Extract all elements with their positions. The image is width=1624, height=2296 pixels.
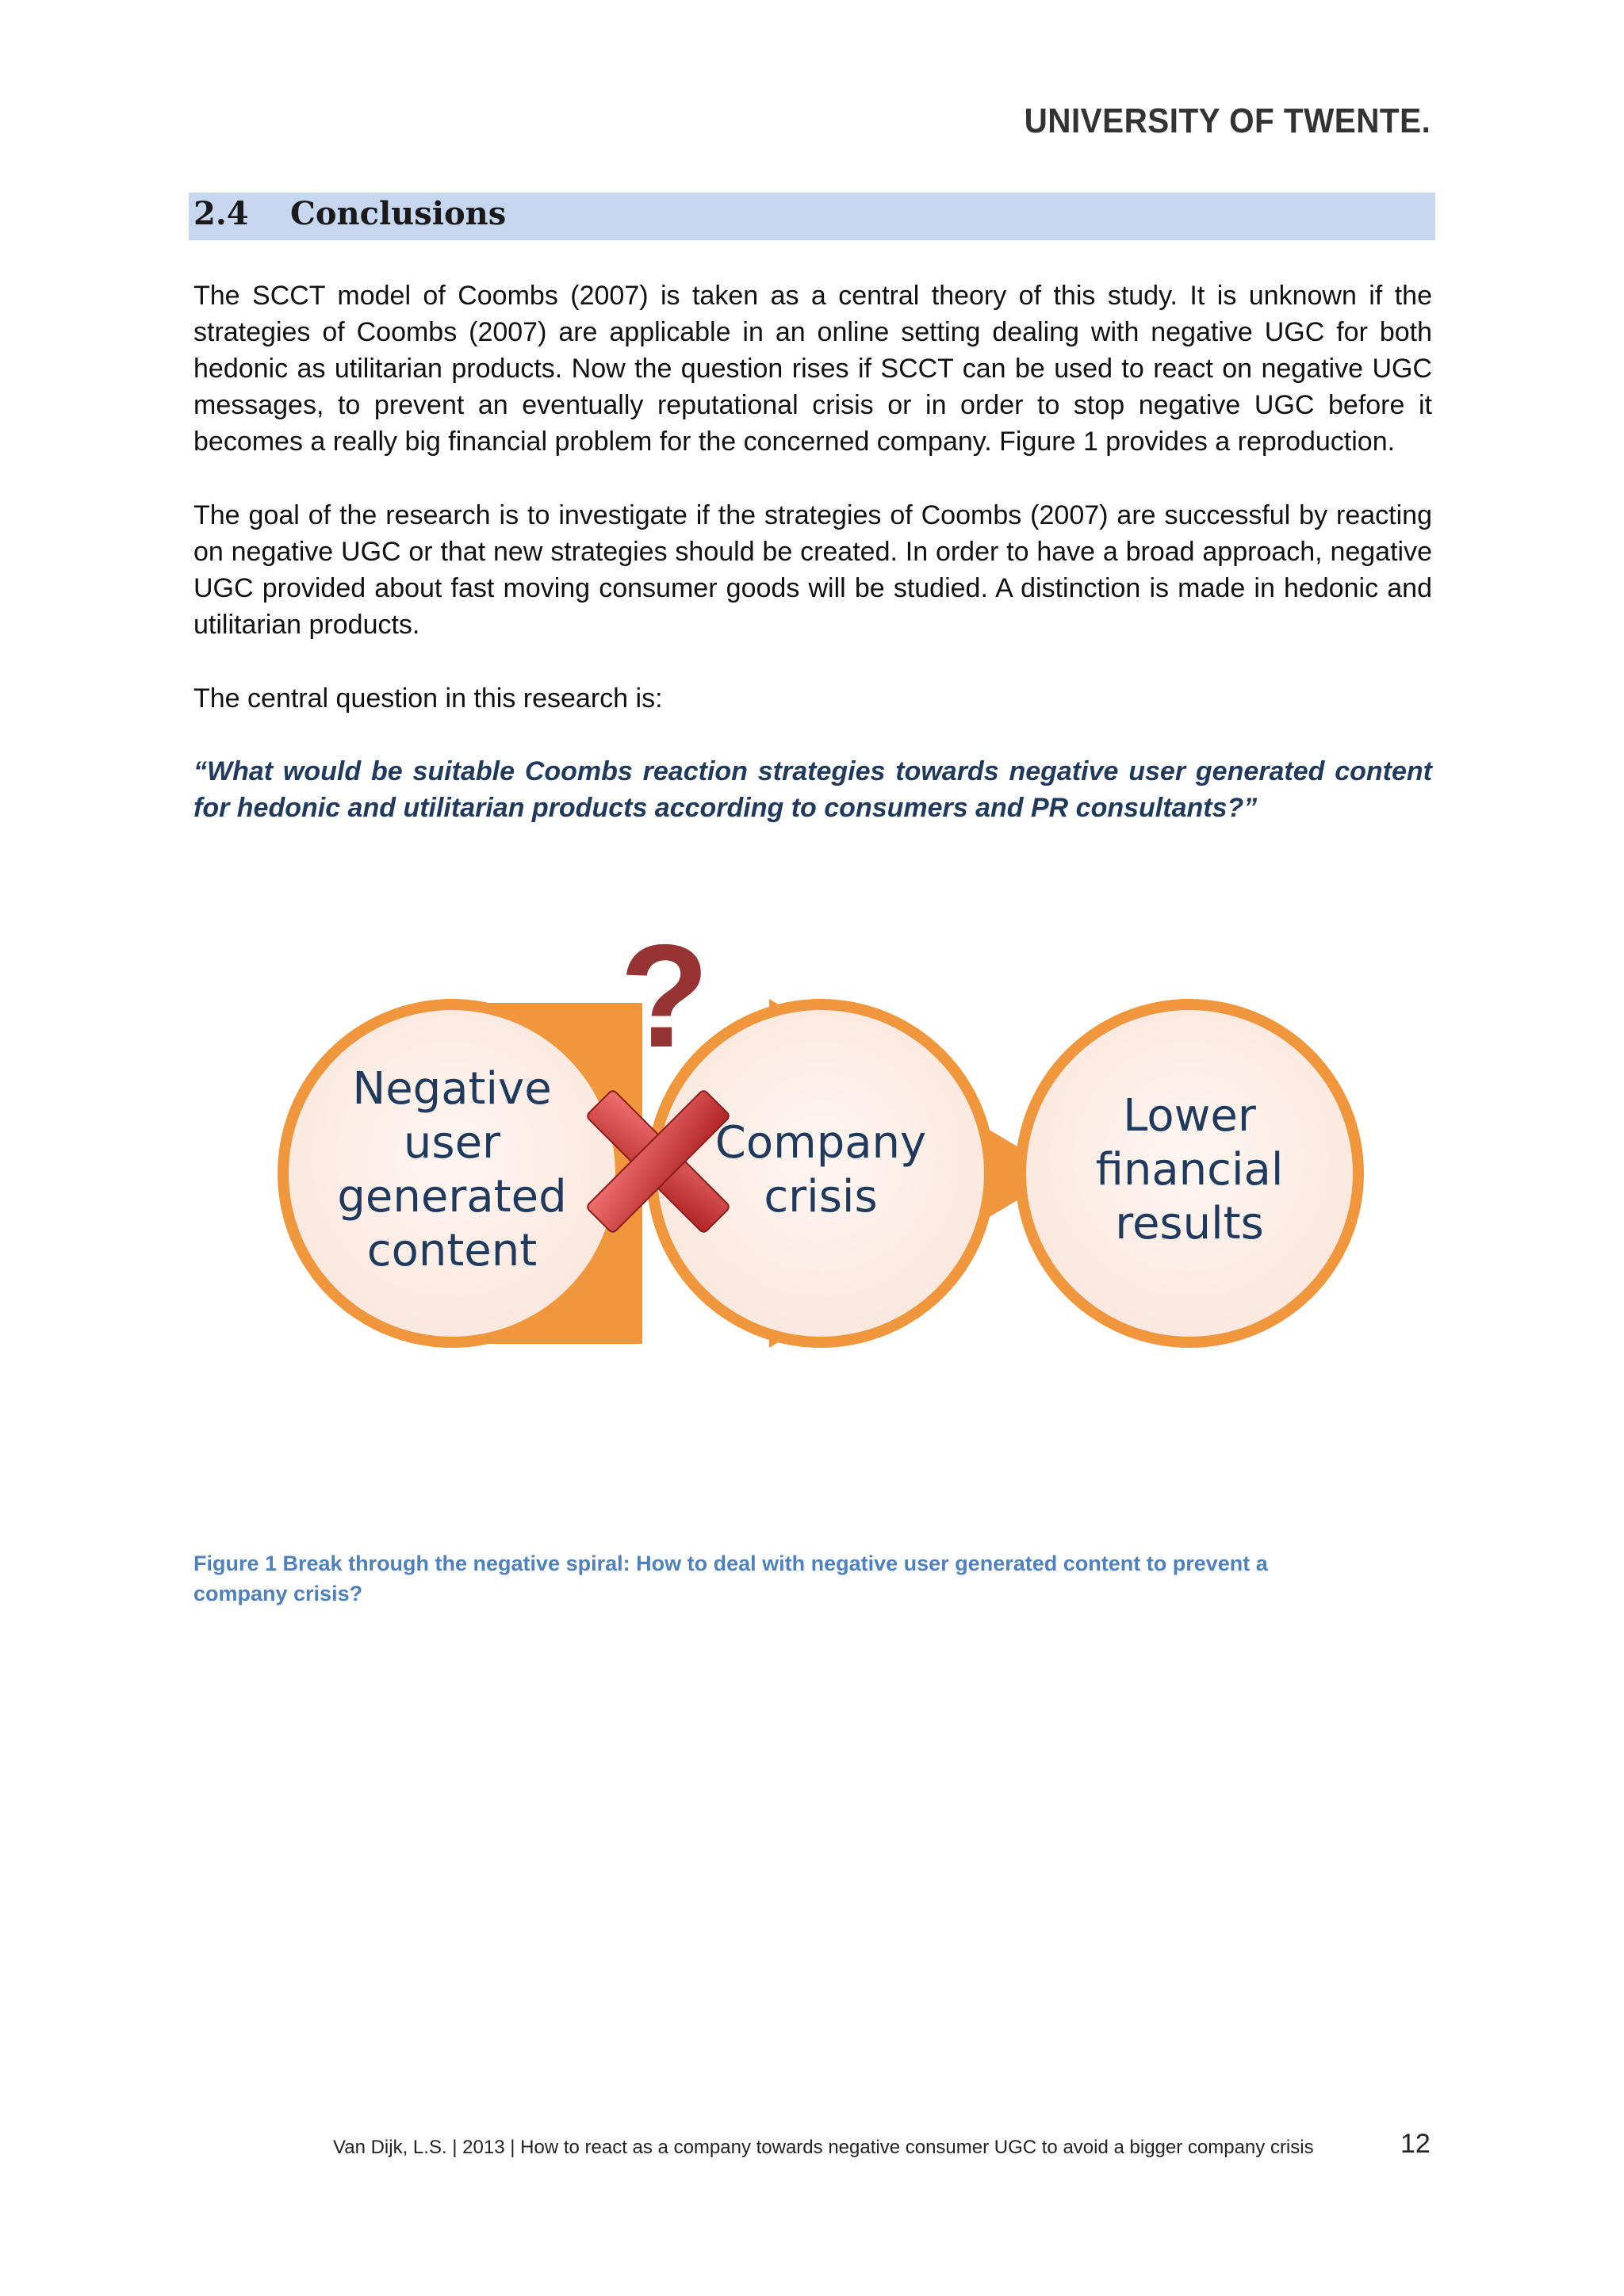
circle-1-line-3: generated bbox=[337, 1171, 567, 1223]
circle-1-line-4: content bbox=[366, 1225, 538, 1276]
circle-3-line-1: Lower bbox=[1123, 1090, 1256, 1142]
circle-2-line-2: crisis bbox=[764, 1171, 878, 1223]
circle-3-line-3: results bbox=[1115, 1198, 1264, 1249]
research-question: “What would be suitable Coombs reaction strategies towards negative user generated content for hedonic and utilitarian products according to consumers and PR consultants?” bbox=[193, 756, 1432, 823]
question-mark-icon: ? bbox=[619, 915, 710, 1078]
circle-3-line-2: financial bbox=[1095, 1144, 1284, 1196]
paragraph-1: The SCCT model of Coombs (2007) is taken as a central theory of this study. It is unknown if the strategies of Coombs (2007) are applicable in an online setting dealing with negative UGC for both hedonic as utilitarian products. Now the question rises if SCCT can be used to react on negative UGC messages, to prevent an eventually reputational crisis or in order to stop negative UGC before it becomes a really big financial problem for the concerned company. Figure 1 provides a reproduction. bbox=[193, 281, 1432, 457]
paragraph-3: The central question in this research is: bbox=[193, 683, 663, 714]
circle-2-line-1: Company bbox=[714, 1117, 927, 1169]
paragraph-2: The goal of the research is to investigate if the strategies of Coombs (2007) are successful by reacting on negative UGC or that new strategies should be created. In order to have a broad approach, negative UGC provided about fast moving consumer goods will be studied. A distinction is made in hedonic and utilitarian products. bbox=[193, 500, 1432, 640]
circle-1-line-1: Negative bbox=[352, 1063, 552, 1115]
section-number: 2.4 bbox=[193, 195, 249, 232]
figure-caption: Figure 1 Break through the negative spiral: How to deal with negative user generated content to prevent a company crisis? bbox=[193, 1552, 1268, 1605]
page-number: 12 bbox=[1400, 2129, 1431, 2159]
circle-1-line-2: user bbox=[403, 1117, 501, 1169]
section-title: Conclusions bbox=[290, 195, 507, 232]
figure-1-diagram bbox=[270, 896, 1380, 1387]
footer-citation: Van Dijk, L.S. | 2013 | How to react as a company towards negative consumer UGC to avoid a bigger company crisis bbox=[333, 2137, 1314, 2158]
university-logo: UNIVERSITY OF TWENTE. bbox=[1024, 101, 1431, 140]
